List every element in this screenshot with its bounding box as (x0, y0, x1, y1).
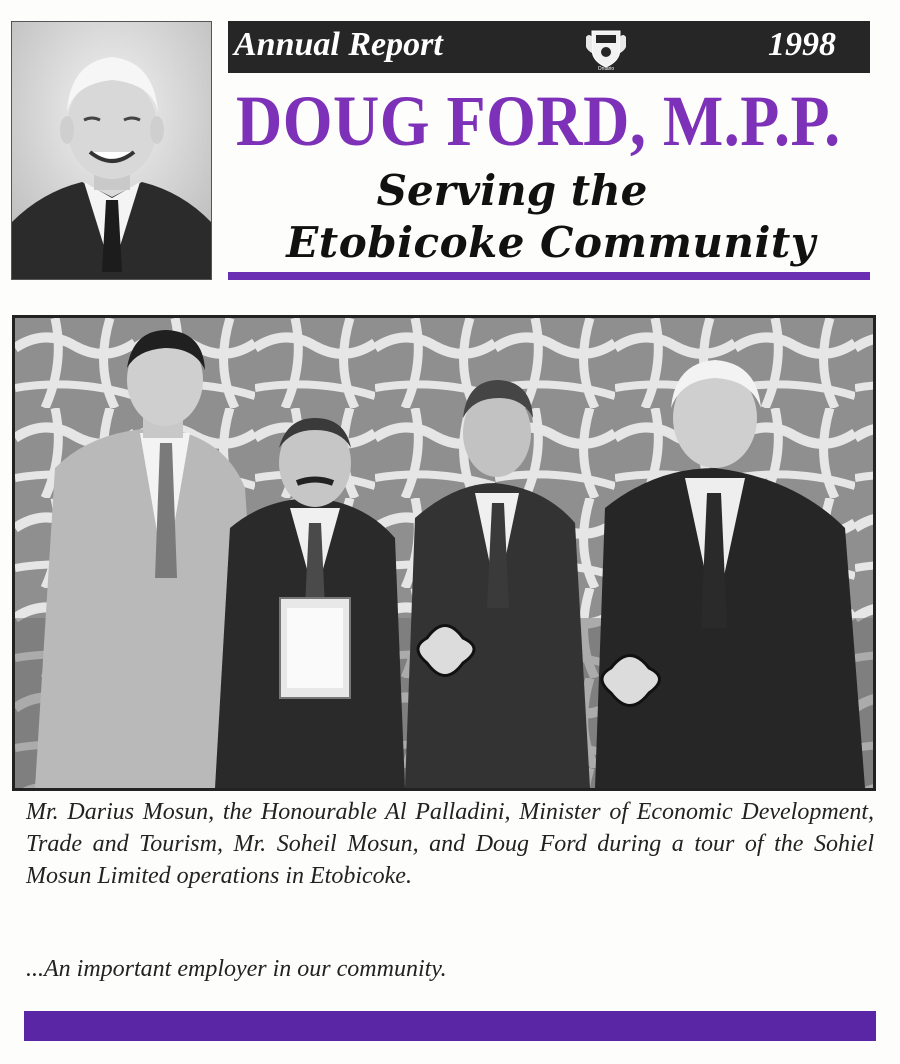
subtitle-line-1: Serving the (376, 166, 648, 215)
bottom-accent-rule (24, 1011, 876, 1041)
tagline: ...An important employer in our community. (26, 956, 447, 982)
photo-caption: Mr. Darius Mosun, the Honourable Al Palladini, Minister of Economic Development, Trade and Tourism, Mr. Soheil Mosun, and Doug Ford during a tour of the Sohiel Mosun Limited operations in Etobicoke. (26, 799, 874, 889)
portrait-photo (11, 21, 212, 280)
portrait-image (12, 22, 211, 279)
top-accent-rule (228, 272, 870, 280)
group-photo-image (15, 318, 873, 788)
annual-report-label: Annual Report (234, 26, 443, 63)
report-year: 1998 (768, 26, 836, 63)
ontario-crest-icon (583, 23, 629, 71)
header-bar (228, 21, 870, 73)
page-title: DOUG FORD, M.P.P. (236, 81, 841, 161)
group-photo (12, 315, 876, 791)
subtitle-line-2: Etobicoke Community (286, 218, 816, 267)
crest-label: Ontario (597, 66, 615, 71)
